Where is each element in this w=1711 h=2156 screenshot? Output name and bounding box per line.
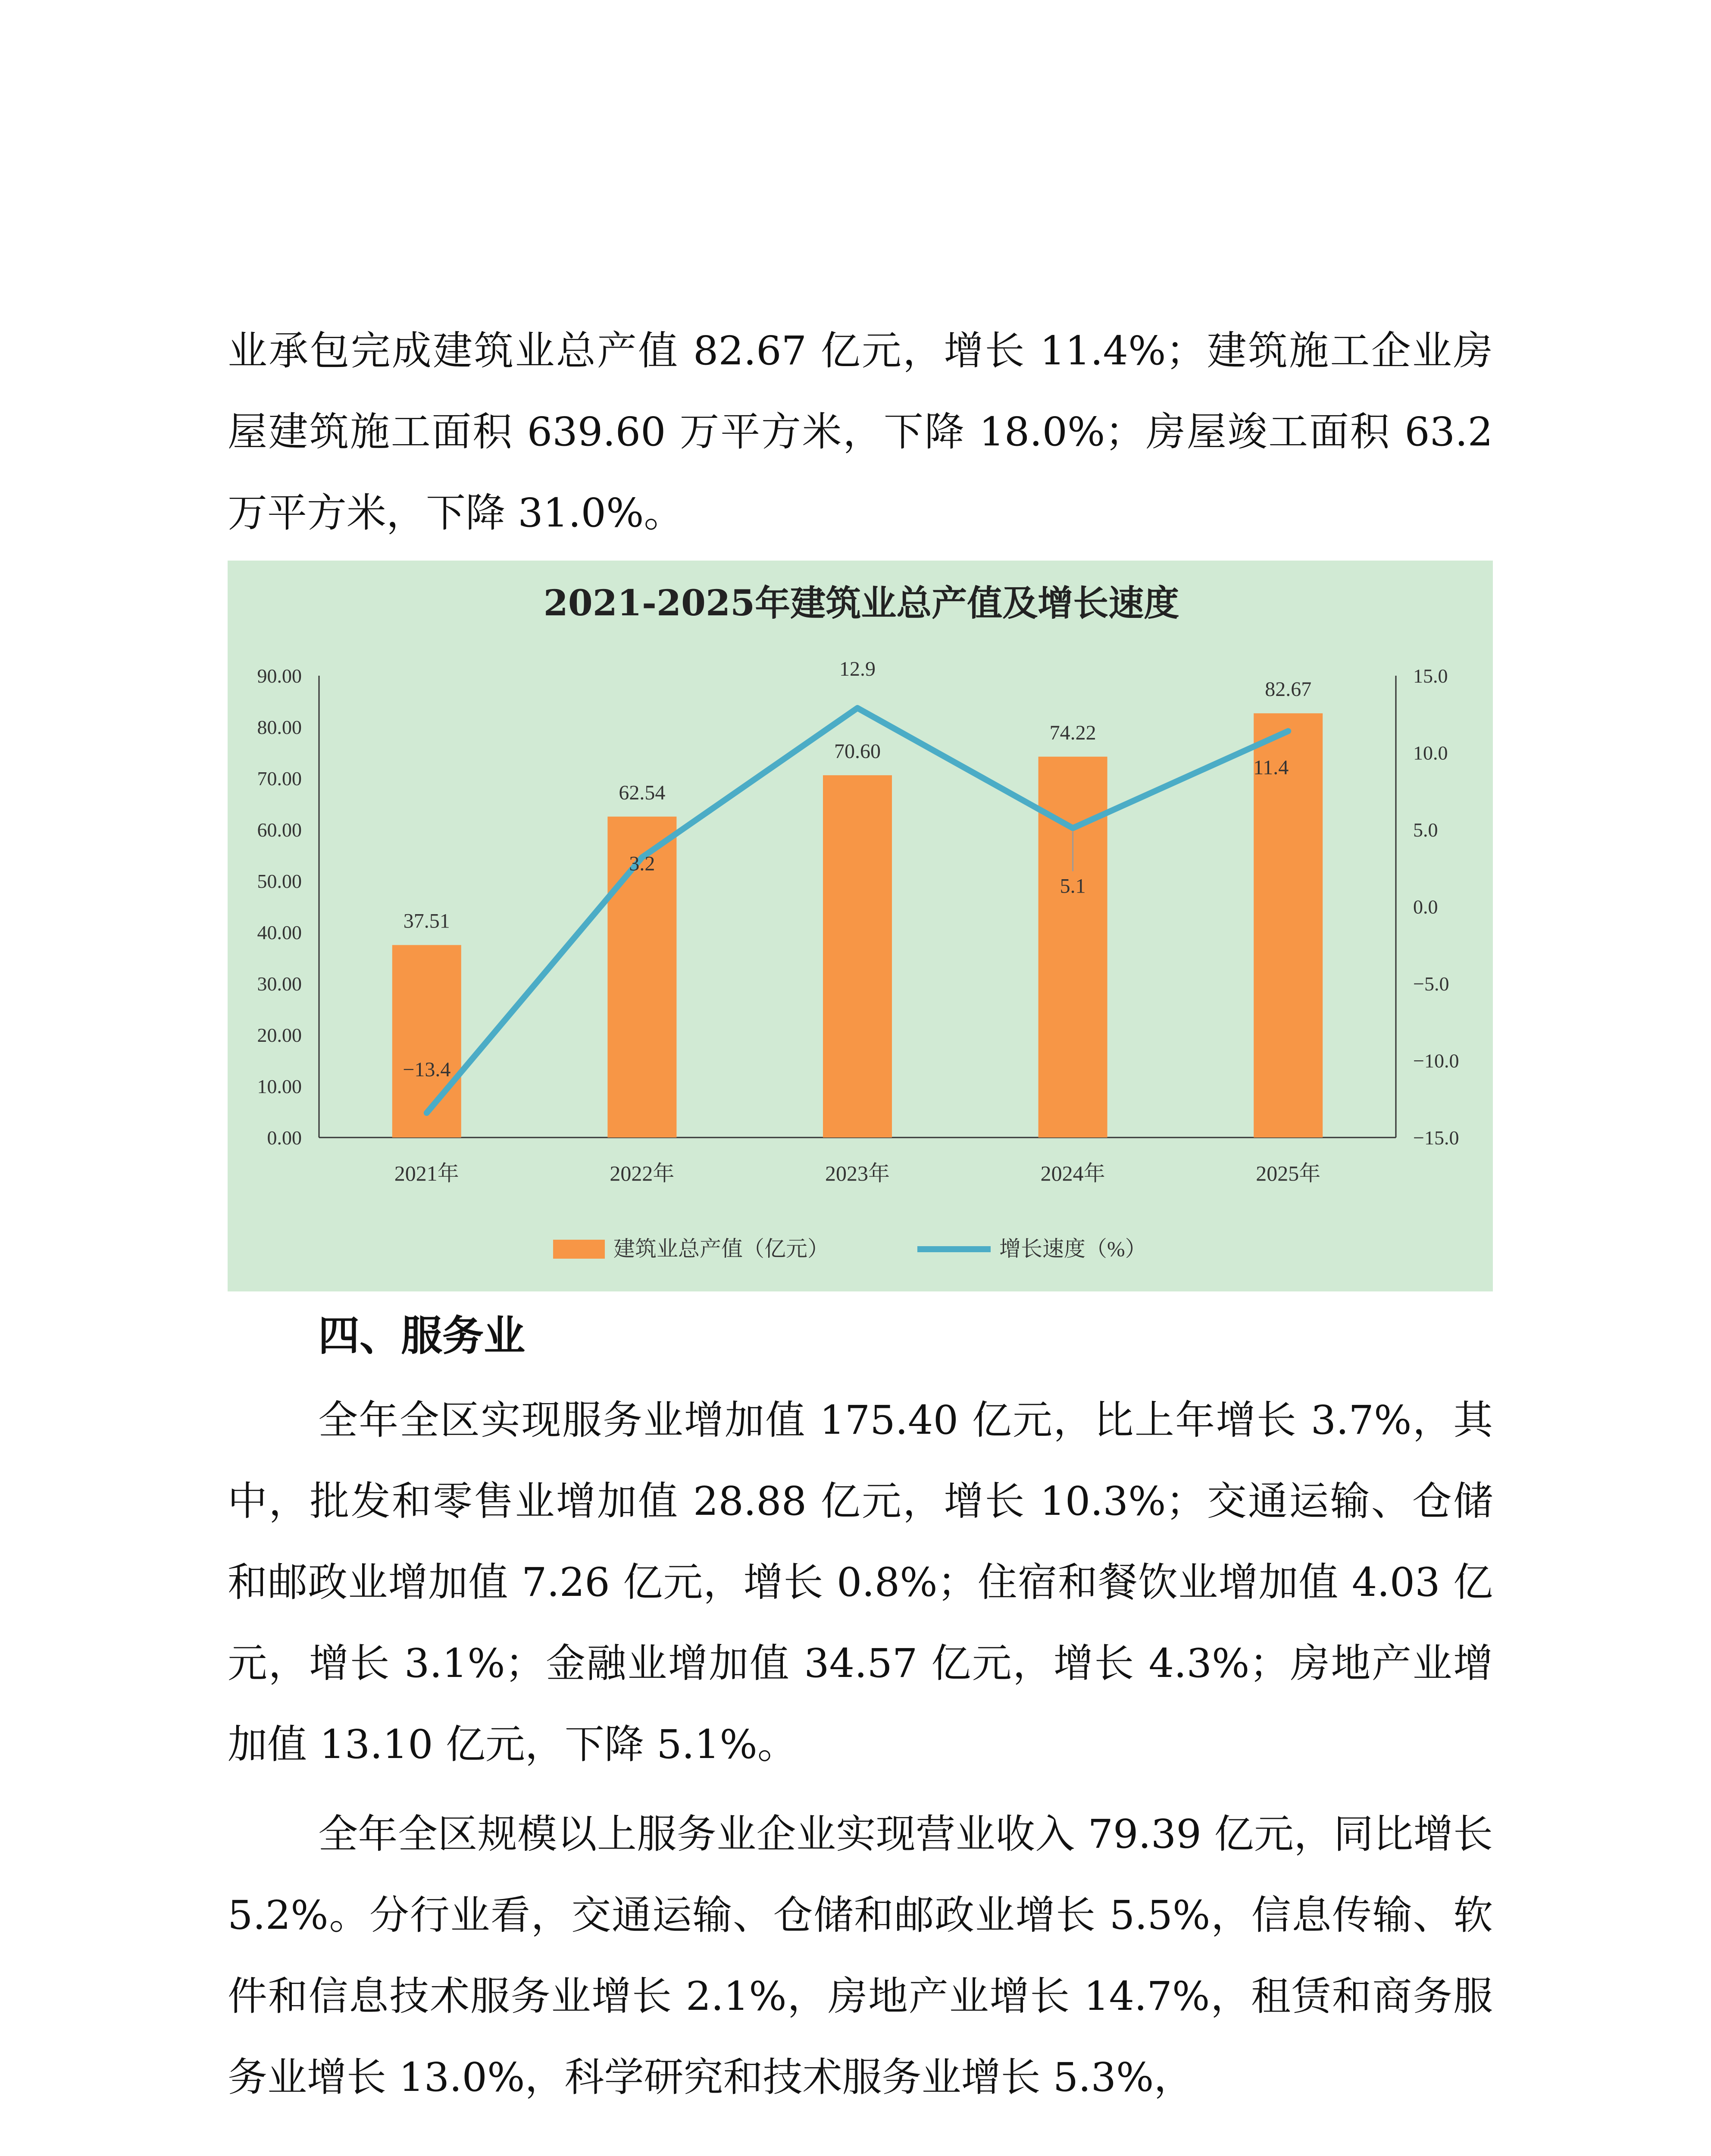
y-right-tick-label: 15.0 bbox=[1413, 665, 1448, 687]
y-left-tick-label: 0.00 bbox=[267, 1127, 302, 1149]
section-heading-services: 四、服务业 bbox=[318, 1312, 525, 1360]
y-left-tick-label: 70.00 bbox=[257, 768, 302, 790]
legend-line-label: 增长速度（%） bbox=[999, 1237, 1147, 1261]
line-value-label: 3.2 bbox=[629, 852, 655, 875]
x-tick-label: 2024年 bbox=[1040, 1161, 1105, 1185]
bar-value-label: 37.51 bbox=[403, 909, 450, 933]
x-tick-label: 2023年 bbox=[825, 1161, 890, 1185]
line-value-label: 5.1 bbox=[1060, 874, 1086, 898]
legend-bar-label: 建筑业总产值（亿元） bbox=[613, 1237, 829, 1261]
paragraph-construction: 业承包完成建筑业总产值 82.67 亿元，增长 11.4%；建筑施工企业房屋建筑施工面积 639.60 万平方米，下降 18.0%；房屋竣工面积 63.2 万平方米，下降 31.0%。 bbox=[228, 328, 1493, 536]
paragraph-services-value: 全年全区实现服务业增加值 175.40 亿元，比上年增长 3.7%，其中，批发和零售业增加值 28.88 亿元，增长 10.3%；交通运输、仓储和邮政业增加值 7.26 亿元，增长 0.8%；住宿和餐饮业增加值 4.03 亿元，增长 3.1%；金融业增加值 34.57 亿元，增长 4.3%；房地产业增加值 13.10 亿元，下降 5.1%。 bbox=[228, 1397, 1493, 1767]
line-value-label: 11.4 bbox=[1253, 756, 1289, 779]
line-value-label: −13.4 bbox=[403, 1058, 451, 1081]
y-left-tick-label: 40.00 bbox=[257, 921, 302, 943]
y-right-tick-label: 5.0 bbox=[1413, 819, 1438, 841]
chart-layer bbox=[257, 658, 1459, 1261]
bar bbox=[823, 775, 892, 1138]
bar-value-label: 74.22 bbox=[1049, 721, 1096, 744]
chart-svg bbox=[228, 561, 1493, 1291]
x-tick-label: 2025年 bbox=[1256, 1161, 1321, 1185]
bar-value-label: 62.54 bbox=[619, 781, 666, 804]
x-tick-label: 2021年 bbox=[394, 1161, 459, 1185]
y-right-tick-label: 0.0 bbox=[1413, 896, 1438, 918]
construction-output-chart bbox=[228, 561, 1493, 1291]
x-tick-label: 2022年 bbox=[610, 1161, 675, 1185]
chart-title: 2021-2025年建筑业总产值及增长速度 bbox=[543, 583, 1179, 624]
y-left-tick-label: 30.00 bbox=[257, 973, 302, 995]
y-left-tick-label: 80.00 bbox=[257, 716, 302, 738]
y-left-tick-label: 10.00 bbox=[257, 1075, 302, 1097]
bar-value-label: 82.67 bbox=[1265, 678, 1312, 701]
y-left-tick-label: 20.00 bbox=[257, 1024, 302, 1046]
y-right-tick-label: −10.0 bbox=[1413, 1050, 1459, 1072]
line-value-label: 12.9 bbox=[839, 657, 876, 680]
y-left-tick-label: 90.00 bbox=[257, 665, 302, 687]
bar-value-label: 70.60 bbox=[834, 740, 881, 763]
paragraph-services-revenue: 全年全区规模以上服务业企业实现营业收入 79.39 亿元，同比增长 5.2%。分行业看，交通运输、仓储和邮政业增长 5.5%，信息传输、软件和信息技术服务业增长 2.1%，房地产业增长 14.7%，租赁和商务服务业增长 13.0%，科学研究和技术服务业增长 5.3%， bbox=[228, 1811, 1493, 2100]
y-right-tick-label: 10.0 bbox=[1413, 742, 1448, 764]
y-left-tick-label: 50.00 bbox=[257, 870, 302, 892]
y-left-tick-label: 60.00 bbox=[257, 819, 302, 841]
legend-bar-swatch bbox=[553, 1240, 605, 1259]
y-right-tick-label: −15.0 bbox=[1413, 1127, 1459, 1149]
y-right-tick-label: −5.0 bbox=[1413, 973, 1449, 995]
